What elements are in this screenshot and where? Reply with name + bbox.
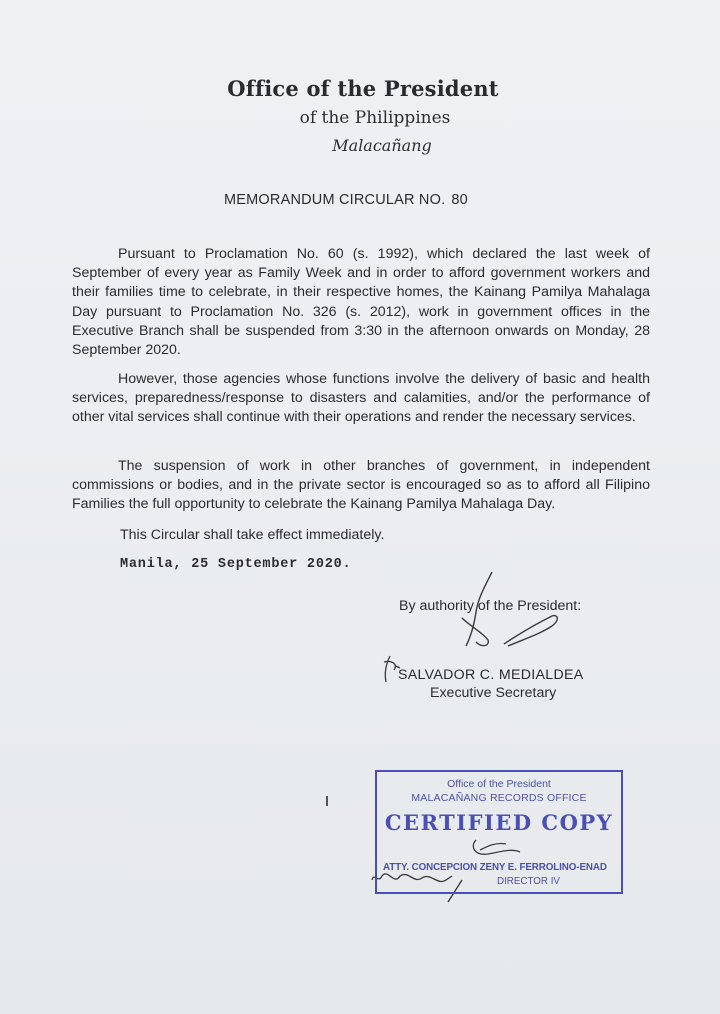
letterhead-palace: Malacañang (332, 136, 432, 155)
stamp-officer-name: ATTY. CONCEPCION ZENY E. FERROLINO-ENAD (383, 862, 607, 873)
certified-copy-stamp (375, 770, 623, 894)
stamp-certified-copy: CERTIFIED COPY (384, 810, 614, 835)
body-paragraph-3: The suspension of work in other branches of government, in independent commissions or bodies, and in the private sector is encouraged so as to afford all Filipino Families the full opportunity to celebrate the Kainang Pamilya Mahalaga Day. (72, 458, 650, 513)
memo-number: 80 (451, 192, 468, 208)
signer-title: Executive Secretary (430, 685, 557, 701)
body-paragraph-2: However, those agencies whose functions involve the delivery of basic and health services, preparedness/response to disasters and calamities, and/or the performance of other vital services shall continue with their operations and render the necessary services. (72, 371, 650, 426)
authority-line: By authority of the President: (399, 598, 582, 614)
memo-title-label: MEMORANDUM CIRCULAR NO. (224, 192, 446, 208)
body-paragraph-1: Pursuant to Proclamation No. 60 (s. 1992), which declared the last week of September of every year as Family Week and in order to afford government workers and their families time to celebrate, in their respective homes, the Kainang Pamilya Mahalaga Day pursuant to Proclamation No. 326 (s. 2012), work in government offices in the Executive Branch shall be suspended from 3:30 in the afternoon onwards on Monday, 28 September 2020. (72, 246, 650, 359)
letterhead-country: of the Philippines (299, 108, 451, 128)
effectivity-clause: This Circular shall take effect immediately. (120, 527, 385, 543)
stamp-office: Office of the President (447, 778, 551, 790)
letterhead-office: Office of the President (227, 76, 499, 101)
stray-mark (326, 796, 328, 806)
memo-title (224, 192, 468, 208)
signer-name: SALVADOR C. MEDIALDEA (398, 667, 584, 683)
stamp-officer-title: DIRECTOR IV (497, 876, 560, 887)
stamp-records-office: MALACAÑANG RECORDS OFFICE (411, 792, 587, 804)
dateline: Manila, 25 September 2020. (120, 557, 352, 572)
